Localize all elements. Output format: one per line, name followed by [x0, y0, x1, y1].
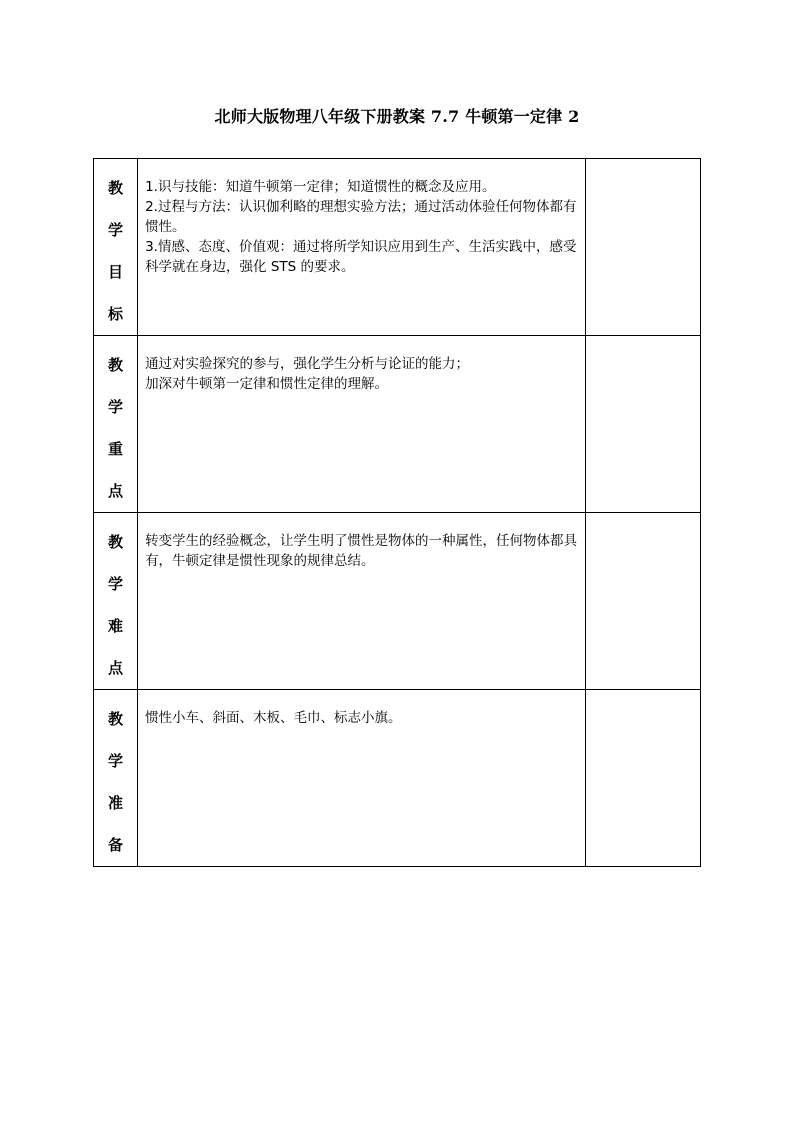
difficulties-content: [138, 513, 586, 690]
preparation-content: [138, 690, 586, 867]
content-line: 通过对实验探究的参与，强化学生分析与论证的能力；: [145, 356, 470, 372]
label-char: 学: [108, 398, 124, 416]
objectives-content: [138, 159, 586, 336]
label-char: 难: [108, 617, 124, 635]
label-char: 点: [108, 659, 124, 677]
table-row-key-points: [94, 336, 701, 513]
label-char: 教: [108, 179, 124, 197]
content-line: 加深对牛顿第一定律和惯性定律的理解。: [145, 376, 389, 392]
label-char: 学: [108, 221, 124, 239]
content-line: 3.情感、态度、价值观：通过将所学知识应用到生产、生活实践中，感受科学就在身边，强化 STS 的要求。: [145, 239, 577, 275]
key-points-content: [138, 336, 586, 513]
row-label-key-points: [94, 336, 138, 513]
label-char: 标: [108, 305, 124, 323]
lesson-plan-table: [93, 158, 701, 867]
extra-cell: [585, 336, 700, 513]
table-row-preparation: [94, 690, 701, 867]
table-row-objectives: [94, 159, 701, 336]
label-char: 教: [108, 356, 124, 374]
label-char: 学: [108, 575, 124, 593]
page-title: 北师大版物理八年级下册教案 7.7 牛顿第一定律 2: [214, 107, 580, 126]
extra-cell: [585, 690, 700, 867]
row-label-difficulties: [94, 513, 138, 690]
label-char: 点: [108, 482, 124, 500]
content-line: 1.识与技能：知道牛顿第一定律；知道惯性的概念及应用。: [145, 179, 496, 195]
table-row-difficulties: [94, 513, 701, 690]
label-char: 教: [108, 710, 124, 728]
label-char: 备: [108, 836, 124, 854]
label-char: 学: [108, 752, 124, 770]
extra-cell: [585, 513, 700, 690]
label-char: 教: [108, 533, 124, 551]
row-label-preparation: [94, 690, 138, 867]
row-label-objectives: [94, 159, 138, 336]
content-line: 惯性小车、斜面、木板、毛巾、标志小旗。: [145, 710, 402, 726]
label-char: 重: [108, 440, 124, 458]
label-char: 准: [108, 794, 124, 812]
content-line: 2.过程与方法：认识伽利略的理想实验方法；通过活动体验任何物体都有惯性。: [145, 199, 577, 235]
label-char: 目: [108, 263, 124, 281]
extra-cell: [585, 159, 700, 336]
content-line: 转变学生的经验概念，让学生明了惯性是物体的一种属性，任何物体都具有，牛顿定律是惯性现象的规律总结。: [145, 533, 578, 569]
